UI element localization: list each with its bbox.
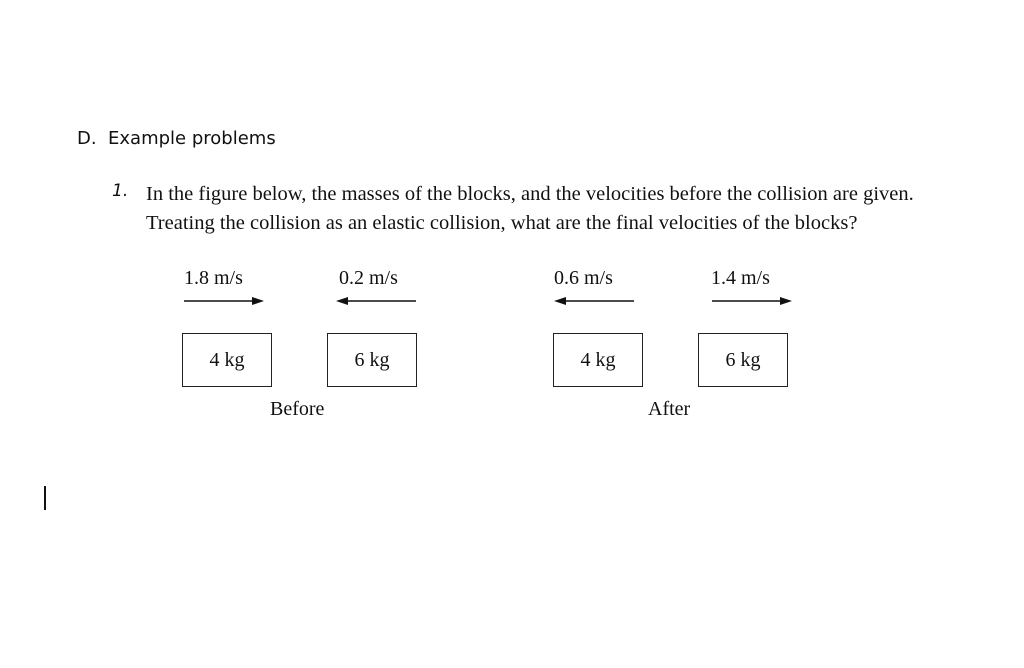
text-cursor[interactable] <box>44 486 46 510</box>
velocity-label-before-right: 0.2 m/s <box>339 267 398 289</box>
arrow-right-icon <box>710 295 794 307</box>
arrow-right-icon <box>182 295 266 307</box>
caption-before: Before <box>270 398 325 420</box>
block-after-left: 4 kg <box>553 333 643 387</box>
block-before-right: 6 kg <box>327 333 417 387</box>
section-heading: D. Example problems <box>77 128 276 149</box>
block-before-left: 4 kg <box>182 333 272 387</box>
velocity-label-after-right: 1.4 m/s <box>711 267 770 289</box>
block-after-right: 6 kg <box>698 333 788 387</box>
arrow-left-icon <box>552 295 636 307</box>
problem-number: 1. <box>112 181 129 201</box>
caption-after: After <box>648 398 691 420</box>
problem-text: In the figure below, the masses of the blocks, and the velocities before the collision are given. Treating the collision as an elastic collision, what are the final velocities of the blocks? <box>146 183 914 234</box>
arrow-left-icon <box>334 295 418 307</box>
velocity-label-before-left: 1.8 m/s <box>184 267 243 289</box>
velocity-label-after-left: 0.6 m/s <box>554 267 613 289</box>
